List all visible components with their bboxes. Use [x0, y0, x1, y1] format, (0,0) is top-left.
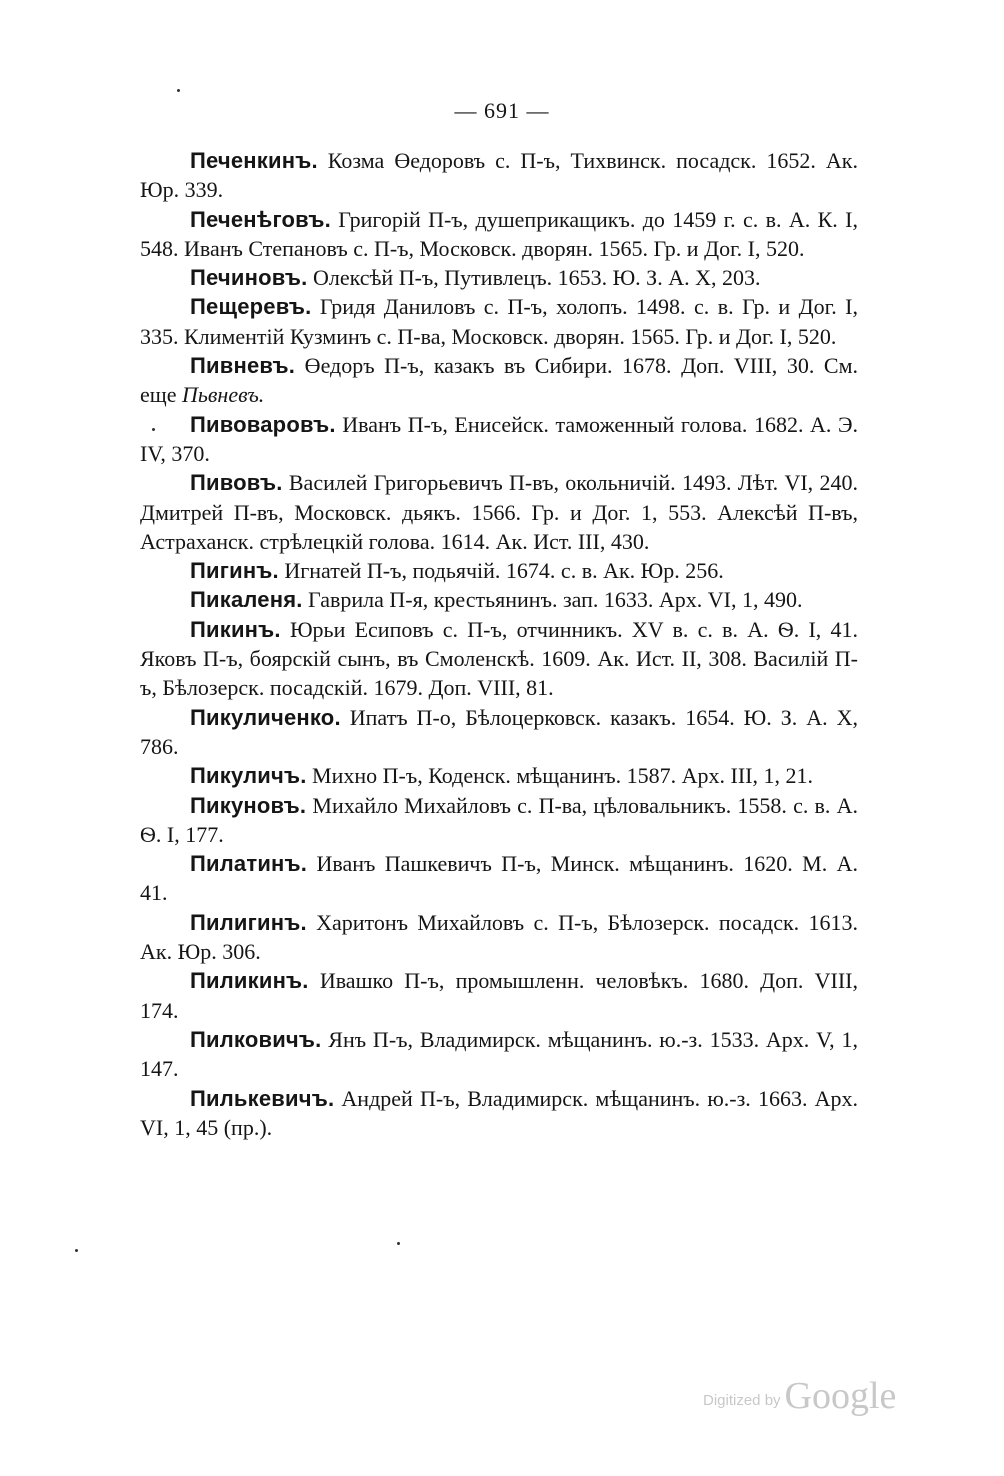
- dictionary-entry: [140, 556, 858, 585]
- stray-mark: [75, 1249, 78, 1252]
- entry-text: Григорій П-ъ, душеприкащикъ. до 1459 г. с. в. А. К. I, 548. Иванъ Степановъ с. П-ъ, Московск. дворян. 1565. Гр. и Дог. I, 520.: [140, 206, 858, 261]
- page-number: — 691 —: [454, 98, 550, 123]
- entry-headword: Печенкинъ.: [190, 148, 318, 173]
- entry-text: Иванъ П-ъ, Енисейск. таможенный голова. 1682. А. Э. IV, 370.: [140, 411, 858, 466]
- digitized-by-google-watermark: [703, 1371, 896, 1415]
- entry-text: Юрьи Есиповъ с. П-ъ, отчинникъ. XV в. с. в. А. Ѳ. I, 41. Яковъ П-ъ, боярскій сынъ, въ Смоленскѣ. 1609. Ак. Ист. II, 308. Василій П-ъ, Бѣлозерск. посадскій. 1679. Доп. VIII, 81.: [140, 616, 858, 701]
- entry-headword: Пикаленя.: [190, 587, 303, 613]
- dictionary-entry: [140, 1084, 858, 1143]
- entry-text: Андрей П-ъ, Владимирск. мѣщанинъ. ю.-з. 1663. Арх. VI, 1, 45 (пр.).: [140, 1085, 858, 1140]
- dictionary-entry: [140, 761, 858, 790]
- dictionary-entry: [140, 205, 858, 264]
- entry-headword: Пиликинъ.: [190, 968, 309, 994]
- entry-headword: Пивоваровъ.: [190, 411, 336, 437]
- entry-text: Василей Григорьевичъ П-въ, окольничій. 1493. Лѣт. VI, 240. Дмитрей П-въ, Московск. дьякъ. 1566. Гр. и Дог. 1, 553. Алексѣй П-въ, Астраханск. стрѣлецкій голова. 1614. Ак. Ист. III, 430.: [140, 470, 858, 554]
- dictionary-entry: [140, 146, 858, 205]
- entry-headword: Пещеревъ.: [190, 294, 312, 320]
- entry-headword: Пикуновъ.: [190, 792, 307, 818]
- entry-text: Гридя Даниловъ с. П-ъ, холопъ. 1498. с. в. Гр. и Дог. I, 335. Климентій Кузминъ с. П-ва, Московск. дворян. 1565. Гр. и Дог. I, 520.: [140, 294, 858, 349]
- entry-cross-reference: Пьвневъ.: [181, 382, 265, 408]
- watermark-prefix: Digitized by: [703, 1392, 781, 1409]
- dictionary-entry: [140, 351, 858, 410]
- entry-headword: Пикинъ.: [190, 616, 281, 642]
- entry-text: Янъ П-ъ, Владимирск. мѣщанинъ. ю.-з. 1533. Арх. V, 1, 147.: [140, 1026, 858, 1082]
- dictionary-entry: [140, 292, 858, 351]
- dictionary-entry: [140, 615, 858, 703]
- entry-headword: Пилькевичъ.: [190, 1085, 335, 1111]
- entry-text: Харитонъ Михайловъ с. П-ъ, Бѣлозерск. посадск. 1613. Ак. Юр. 306.: [140, 909, 858, 965]
- entry-text: Козма Өедоровъ с. П-ъ, Тихвинск. посадск. 1652. Ак. Юр. 339.: [140, 148, 858, 203]
- entry-headword: Пивовъ.: [190, 470, 283, 496]
- entry-text: Игнатей П-ъ, подьячій. 1674. с. в. Ак. Юр. 256.: [278, 558, 724, 584]
- entry-text: Иванъ Пашкевичъ П-ъ, Минск. мѣщанинъ. 1620. М. А. 41.: [140, 851, 858, 906]
- dictionary-entry: [140, 908, 858, 967]
- dictionary-entries: [140, 146, 858, 1142]
- dictionary-entry: [140, 791, 858, 850]
- entry-headword: Печенѣговъ.: [190, 206, 331, 232]
- dictionary-entry: [140, 703, 858, 762]
- entry-headword: Пигинъ.: [190, 558, 279, 584]
- entry-text: Михайло Михайловъ с. П-ва, цѣловальникъ. 1558. с. в. А. Ѳ. I, 177.: [140, 792, 858, 847]
- dictionary-entry: [140, 468, 858, 556]
- entry-text: Ипатъ П-о, Бѣлоцерковск. казакъ. 1654. Ю. З. А. X, 786.: [140, 704, 858, 759]
- entry-headword: Пилковичъ.: [190, 1026, 322, 1052]
- stray-mark: [397, 1242, 400, 1245]
- dictionary-entry: [140, 1025, 858, 1084]
- dictionary-entry: [140, 966, 858, 1025]
- entry-headword: Пикуличъ.: [190, 763, 307, 789]
- entry-headword: Печиновъ.: [190, 265, 308, 291]
- stray-mark: [177, 89, 180, 92]
- entry-headword: Пилигинъ.: [190, 909, 307, 935]
- entry-headword: Пивневъ.: [190, 353, 296, 379]
- dictionary-entry: [140, 849, 858, 908]
- dictionary-entry: [140, 585, 858, 614]
- dictionary-entry: [140, 410, 858, 469]
- google-logo: Google: [784, 1375, 897, 1417]
- dictionary-entry: [140, 263, 858, 292]
- entry-text: Ивашко П-ъ, промышленн. человѣкъ. 1680. Доп. VIII, 174.: [140, 968, 858, 1023]
- entry-text: Өедоръ П-ъ, казакъ въ Сибири. 1678. Доп. VIII, 30. См. еще: [140, 353, 858, 408]
- entry-headword: Пикуличенко.: [190, 704, 341, 730]
- entry-text: Олексѣй П-ъ, Путивлецъ. 1653. Ю. З. А. X, 203.: [307, 265, 761, 291]
- entry-headword: Пилатинъ.: [190, 851, 308, 877]
- entry-text: Гаврила П-я, крестьянинъ. зап. 1633. Арх. VI, 1, 490.: [302, 587, 803, 613]
- entry-text: Михно П-ъ, Коденск. мѣщанинъ. 1587. Арх. III, 1, 21.: [306, 763, 813, 789]
